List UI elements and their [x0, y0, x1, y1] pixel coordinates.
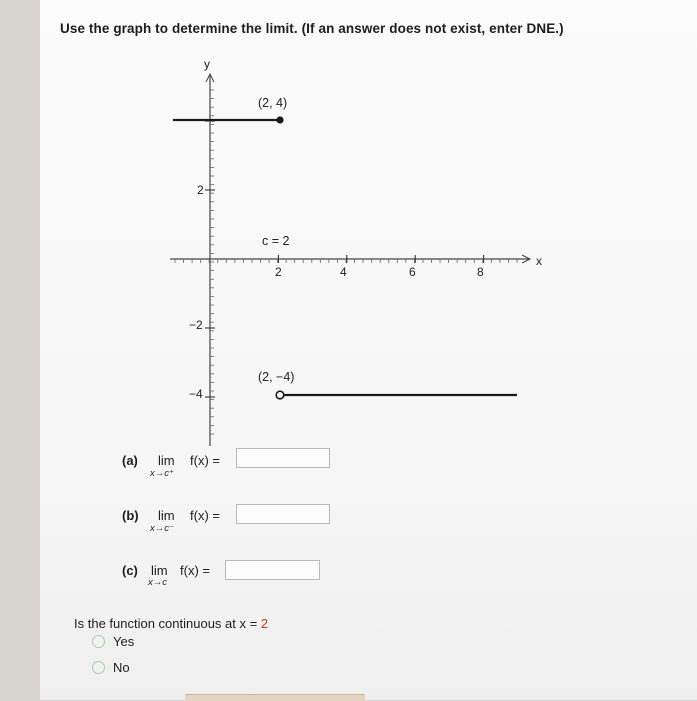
closed-endpoint — [276, 116, 283, 123]
option-yes-label: Yes — [113, 634, 135, 649]
continuity-x-value: 2 — [260, 616, 269, 631]
option-no-label: No — [113, 660, 130, 675]
question-text: Use the graph to determine the limit. (If an answer does not exist, enter DNE.) — [60, 21, 564, 36]
option-no[interactable] — [92, 660, 130, 675]
part-b-subscript: x→c⁻ — [150, 523, 175, 534]
radio-yes[interactable] — [92, 635, 105, 648]
c-label: c = 2 — [262, 234, 290, 248]
radio-no[interactable] — [92, 661, 105, 674]
y-tick-label-neg2: −2 — [189, 318, 203, 332]
answer-input-c[interactable] — [225, 560, 320, 580]
answer-input-b[interactable] — [236, 504, 330, 524]
open-endpoint — [276, 391, 284, 399]
answer-input-a[interactable] — [236, 448, 330, 468]
part-c-lim: lim — [151, 563, 168, 578]
part-a-subscript: x→c⁺ — [150, 468, 175, 479]
y-axis-label: y — [204, 57, 210, 71]
option-yes[interactable] — [92, 634, 134, 649]
y-tick-label-2: 2 — [197, 183, 204, 197]
x-tick-label-6: 6 — [409, 265, 416, 279]
part-b-lim: lim — [158, 508, 175, 523]
part-c-label: (c) — [122, 563, 138, 578]
x-axis-label: x — [536, 254, 542, 268]
part-b-expression: f(x) = — [190, 508, 220, 523]
part-c-expression: f(x) = — [180, 563, 210, 578]
continuity-prefix: Is the function continuous at x = — [74, 616, 258, 631]
part-b-label: (b) — [122, 508, 139, 523]
x-tick-label-8: 8 — [477, 265, 484, 279]
part-a-expression: f(x) = — [190, 453, 220, 468]
point-label-bottom: (2, −4) — [258, 370, 295, 384]
part-a-lim: lim — [158, 453, 175, 468]
x-tick-label-4: 4 — [340, 265, 347, 279]
part-c-subscript: x→c — [148, 577, 167, 588]
y-tick-label-neg4: −4 — [189, 387, 203, 401]
continuity-question — [74, 616, 268, 631]
point-label-top: (2, 4) — [258, 96, 288, 110]
x-tick-label-2: 2 — [275, 265, 282, 279]
part-a-label: (a) — [122, 453, 138, 468]
